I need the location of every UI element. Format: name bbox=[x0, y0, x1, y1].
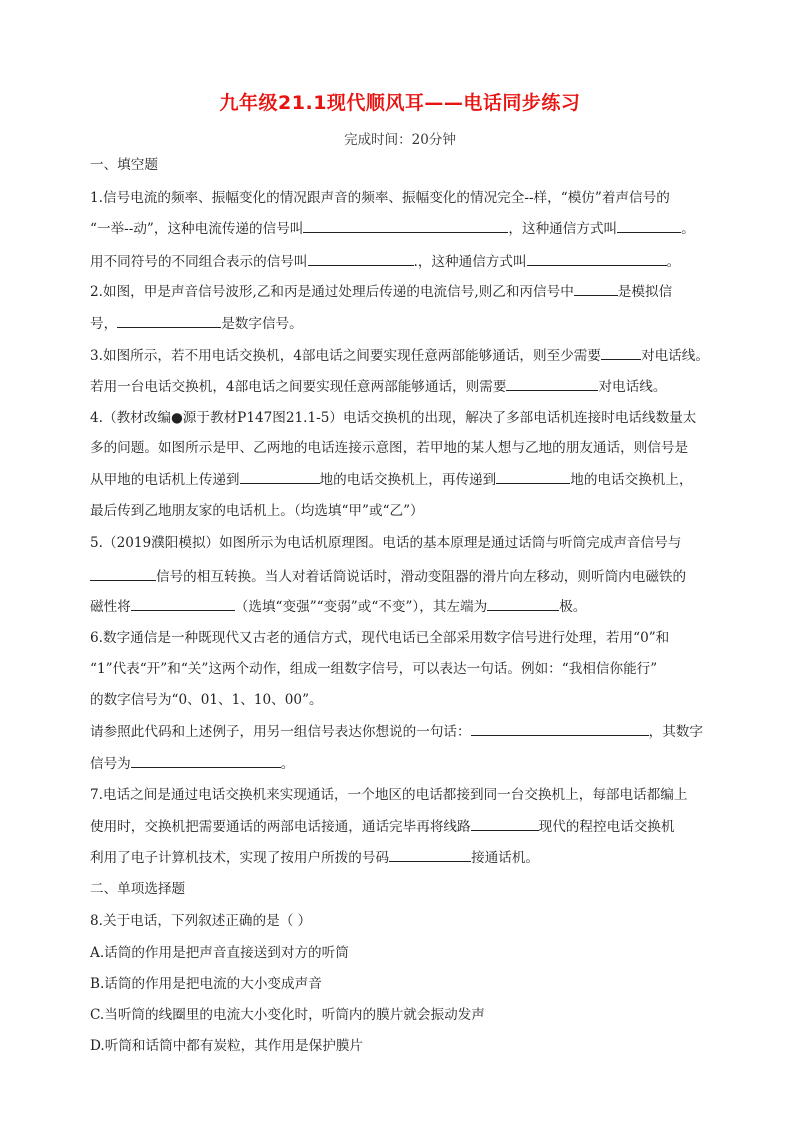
answer-blank[interactable] bbox=[240, 469, 320, 484]
question-5-line-3 bbox=[90, 596, 730, 617]
completion-time: 完成时间：20分钟 bbox=[344, 132, 456, 148]
answer-blank[interactable] bbox=[527, 251, 667, 266]
question-3-text: 对电话线。 bbox=[641, 348, 709, 364]
question-6-text: ，其数字 bbox=[648, 724, 703, 740]
question-1-text: .，这种通信方式叫 bbox=[413, 254, 527, 270]
question-4-line-2: 多的问题。如图所示是甲、乙两地的电话连接示意图，若甲地的某人想与乙地的朋友通话，则信号是 bbox=[90, 440, 689, 456]
question-8-option-b[interactable]: B.话筒的作用是把电流的大小变成声音 bbox=[90, 976, 322, 992]
question-2-text: 2.如图，甲是声音信号波形,乙和丙是通过处理后传递的电流信号,则乙和丙信号中 bbox=[90, 284, 574, 300]
answer-blank[interactable] bbox=[574, 281, 618, 296]
question-7-text: 接通话机。 bbox=[471, 850, 540, 866]
section-heading-single-choice: 二、单项选择题 bbox=[90, 881, 186, 897]
answer-blank[interactable] bbox=[471, 816, 539, 831]
question-5-line-2 bbox=[90, 566, 730, 587]
answer-blank[interactable] bbox=[90, 566, 156, 581]
question-2-line-2 bbox=[90, 313, 730, 334]
question-3-line-1 bbox=[90, 345, 730, 366]
question-7-text: 现代的程控电话交换机 bbox=[538, 819, 675, 835]
answer-blank[interactable] bbox=[389, 847, 471, 862]
question-6-text: 信号为 bbox=[90, 756, 131, 772]
question-3-text: 若用一台电话交换机，4部电话之间要实现任意两部能够通话，则需要 bbox=[90, 379, 507, 395]
question-3-text: 对电话线。 bbox=[598, 379, 667, 395]
answer-blank[interactable] bbox=[471, 721, 649, 736]
question-4-line-1: 4.（教材改编●源于教材P147图21.1-5）电话交换机的出现，解决了多部电话机连接时电话线数量太 bbox=[90, 410, 697, 426]
question-1-text: 用不同符号的不同组合表示的信号叫 bbox=[90, 254, 308, 270]
question-6-text: 请参照此代码和上述例子，用另一组信号表达你想说的一句话： bbox=[90, 724, 471, 740]
question-2-line-1 bbox=[90, 281, 730, 302]
question-8-option-a[interactable]: A.话筒的作用是把声音直接送到对方的听筒 bbox=[90, 945, 349, 961]
question-6-text: 。 bbox=[280, 756, 295, 772]
question-7-line-1: 7.电话之间是通过电话交换机来实现通话，一个地区的电话都接到同一台交换机上，每部电话都编上 bbox=[90, 787, 688, 803]
question-4-text: 从甲地的电话机上传递到 bbox=[90, 472, 240, 488]
question-7-text: 使用时，交换机把需要通话的两部电话接通，通话完毕再将线路 bbox=[90, 819, 471, 835]
question-6-line-4 bbox=[90, 721, 730, 742]
question-1-line-3 bbox=[90, 251, 730, 272]
section-heading-fill-in: 一、填空题 bbox=[90, 157, 158, 173]
question-1-text: ，这种通信方式叫 bbox=[508, 221, 618, 237]
answer-blank[interactable] bbox=[506, 376, 598, 391]
question-2-text: 是模拟信 bbox=[617, 284, 673, 300]
question-1-text: 。 bbox=[666, 254, 681, 270]
answer-blank[interactable] bbox=[131, 753, 281, 768]
question-2-text: 号， bbox=[90, 316, 118, 332]
question-8-option-c[interactable]: C.当听筒的线圈里的电流大小变化时，听筒内的膜片就会振动发声 bbox=[90, 1007, 485, 1023]
question-7-line-3 bbox=[90, 847, 730, 868]
question-1-text: “一举--动”，这种电流传递的信号叫 bbox=[90, 221, 304, 237]
question-5-text: 信号的相互转换。当人对着话筒说话时，滑动变阻器的滑片向左移动，则听筒内电磁铁的 bbox=[156, 569, 687, 585]
answer-blank[interactable] bbox=[131, 596, 235, 611]
question-8-option-d[interactable]: D.听筒和话筒中都有炭粒，其作用是保护膜片 bbox=[90, 1038, 364, 1054]
question-5-text: 磁性将 bbox=[90, 599, 131, 615]
question-6-line-1: 6.数字通信是一种既现代又古老的通信方式，现代电话已全部采用数字信号进行处理，若用“0”和 bbox=[90, 630, 670, 646]
answer-blank[interactable] bbox=[303, 218, 508, 233]
question-1-line-2 bbox=[90, 218, 730, 239]
answer-blank[interactable] bbox=[117, 313, 221, 328]
question-1-line-1: 1.信号电流的频率、振幅变化的情况跟声音的频率、振幅变化的情况完全--样，“模仿”着声信号的 bbox=[90, 190, 670, 206]
question-5-line-1: 5.（2019濮阳模拟）如图所示为电话机原理图。电话的基本原理是通过话筒与听筒完成声音信号与 bbox=[90, 535, 682, 551]
question-4-text: 地的电话交换机上，再传递到 bbox=[319, 472, 497, 488]
question-3-text: 3.如图所示，若不用电话交换机，4部电话之间要实现任意两部能够通话，则至少需要 bbox=[90, 348, 601, 364]
question-6-line-3: 的数字信号为“0、01、1、10、00”。 bbox=[90, 692, 323, 708]
question-7-text: 利用了电子计算机技术，实现了按用户所拨的号码 bbox=[90, 850, 390, 866]
worksheet-title: 九年级21.1现代顺风耳——电话同步练习 bbox=[219, 92, 581, 114]
question-1-text: 。 bbox=[681, 221, 695, 237]
answer-blank[interactable] bbox=[496, 469, 570, 484]
question-7-line-2 bbox=[90, 816, 730, 837]
question-6-line-5 bbox=[90, 753, 730, 774]
question-4-text: 地的电话交换机上， bbox=[570, 472, 693, 488]
answer-blank[interactable] bbox=[487, 596, 559, 611]
question-6-line-2: “1”代表“开”和“关”这两个动作，组成一组数字信号，可以表达一句话。例如：“我相信你能行” bbox=[90, 661, 658, 677]
question-3-line-2 bbox=[90, 376, 730, 397]
question-5-text: （选填“变强”“变弱”或“不变”），其左端为 bbox=[234, 599, 488, 615]
answer-blank[interactable] bbox=[601, 345, 641, 360]
question-8-stem: 8.关于电话，下列叙述正确的是（ ） bbox=[90, 913, 312, 929]
answer-blank[interactable] bbox=[308, 251, 414, 266]
answer-blank[interactable] bbox=[617, 218, 681, 233]
question-4-line-3 bbox=[90, 469, 730, 490]
question-5-text: 极。 bbox=[559, 599, 587, 615]
question-2-text: 是数字信号。 bbox=[221, 316, 303, 332]
question-4-line-4: 最后传到乙地朋友家的电话机上。（均选填“甲”或“乙”） bbox=[90, 503, 424, 519]
